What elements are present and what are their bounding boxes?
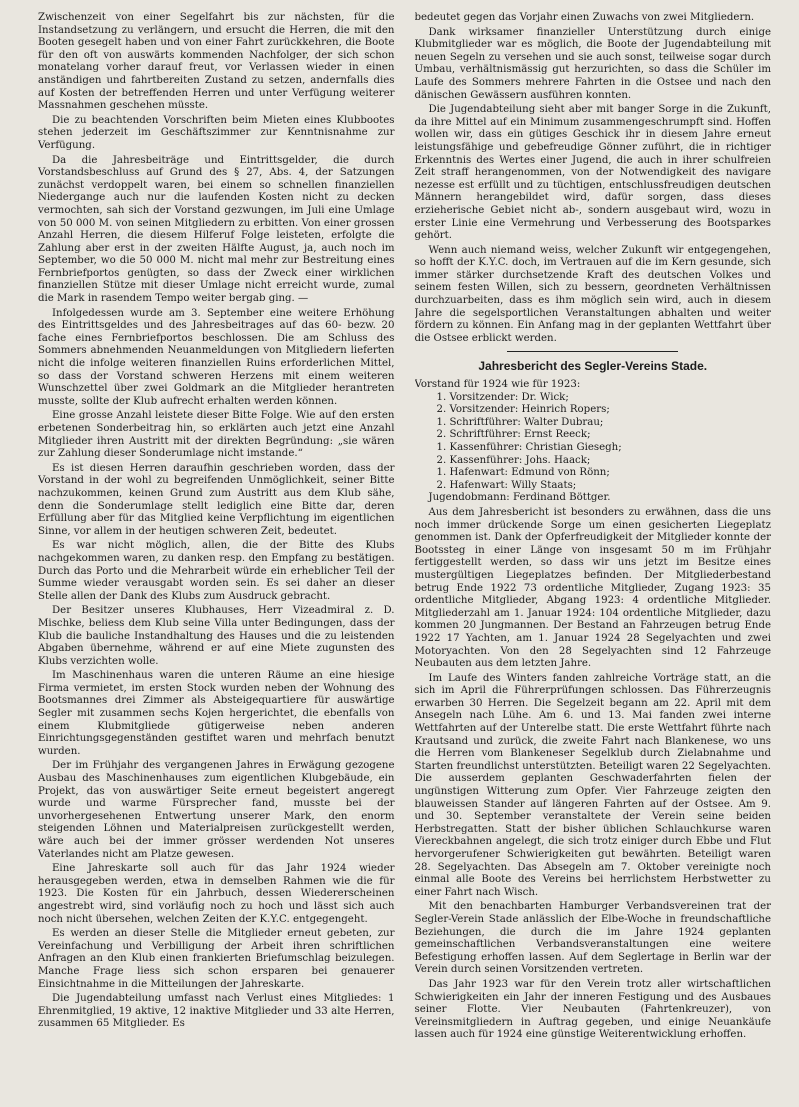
- paragraph: Das Jahr 1923 war für den Verein trotz aller wirtschaftlichen Schwierigkeiten ein Jahr der inneren Festigung und des Ausbaues seiner Flotte. Vier Neubauten (Fahrtenkreuzer), von Vereinsmitgliedern in Auftrag gegeben, und einige Neuankäufe lassen auch für 1924 eine günstige Weiterentwicklung erhoffen.: [414, 978, 771, 1041]
- section-divider: [507, 351, 678, 352]
- paragraph: Wenn auch niemand weiss, welcher Zukunft wir entgegengehen, so hofft der K.Y.C. doch, im Vertrauen auf die im Kern gesunde, sich immer stärker durchsetzende Kraft des deutschen Volkes und seinem festen Willen, sich zu bessern, geordneten Verhältnissen durchzuarbeiten, dass es ihm möglich sein wird, auch in diesem Jahre die segelsportlichen Veranstaltungen abhalten und weiter fördern zu können. Ein Anfang mag in der geplanten Wettfahrt über die Ostsee erblickt werden.: [414, 244, 771, 344]
- report-title: Jahresbericht des Segler-Vereins Stade.: [478, 359, 708, 374]
- paragraph: Mit den benachbarten Hamburger Verbandsvereinen trat der Segler-Verein Stade anlässlich der Elbe-Woche in freundschaftliche Beziehungen, die durch die im Jahre 1924 geplanten gemeinschaftlichen Verbandsveranstaltungen eine weitere Befestigung erhoffen lassen. Auf dem Seglertage in Berlin war der Verein durch seinen Vorsitzenden vertreten.: [414, 901, 771, 976]
- board-member: 2. Schriftführer: Ernst Reeck;: [436, 429, 591, 441]
- paragraph: Im Maschinenhaus waren die unteren Räume an eine hiesige Firma vermietet, im ersten Stock wurden neben der Wohnung des Bootsmannes drei Zimmer als Absteigequartiere für auswärtige Segler mit zusammen sechs Kojen hergerichtet, die ebenfalls von einem Klubmitgliede gütigerweise neben anderen Einrichtungsgegenständen gestiftet waren und mehrfach benutzt wurden.: [38, 670, 395, 757]
- paragraph: Im Laufe des Winters fanden zahlreiche Vorträge statt, an die sich im April die Führerprüfungen schlossen. Das Führerzeugnis erwarben 30 Herren. Die Segelzeit begann am 22. April mit dem Ansegeln nach Lühe. Am 6. und 13. Mai fanden zwei interne Wettfahrten auf der Unterelbe statt. Die erste Wettfahrt führte nach Krautsand und zurück, die zweite Fahrt nach Blankenese, wo uns die Herren vom Blankeneser Segelklub durch Zielabnahme und Starten freundlichst unterstützten. Beteiligt waren 22 Segelyachten. Die ausserdem geplanten Geschwaderfahrten fielen der ungünstigen Witterung zum Opfer. Vier Fahrzeuge zeigten den blauweissen Stander auf längeren Fahrten auf der Ostsee. Am 9. und 30. September veranstaltete der Verein seine beiden Herbstregatten. Statt der bisher üblichen Schlauchkurse waren Viereckbahnen angelegt, die sich trotz einiger durch Ebbe und Flut hervorgerufener Schwierigkeiten gut bewährten. Beteiligt waren 28. Segelyachten. Das Absegeln am 7. Oktober vereinigte noch einmal alle Boote des Vereins bei herrlichstem Herbstwetter zu einer Fahrt nach Wisch.: [414, 672, 771, 898]
- board-intro: Vorstand für 1924 wie für 1923:: [414, 379, 581, 391]
- paragraph: Die Jugendabteilung sieht aber mit banger Sorge in die Zukunft, da ihre Mittel auf ein Minimum zusammengeschrumpft sind. Hoffen wollen wir, dass ein gütiges Geschick ihr in diesem Jahre erneut leistungsfähige und gebefreudige Gönner zuführt, die in richtiger Erkenntnis des Wertes einer Jugend, die auch in ihrer schulfreien Zeit straff herangenommen, von der Notwendigkeit des navigare nezesse est erfüllt und zu tüchtigen, entschlussfreudigen deutschen Männern herangebildet wird, dafür sorgen, dass dieses erzieherische Gebiet nicht ab-, sondern ausgebaut wird, wozu in erster Linie eine Vermehrung und Verbesserung des Bootsparkes gehört.: [414, 104, 771, 242]
- board-member: 2. Kassenführer: Johs. Haack;: [436, 454, 591, 466]
- paragraph: bedeutet gegen das Vorjahr einen Zuwachs von zwei Mitgliedern.: [414, 12, 755, 23]
- right-column: [415, 12, 772, 1097]
- board-list: [415, 379, 772, 505]
- paragraph: Der im Frühjahr des vergangenen Jahres in Erwägung gezogene Ausbau des Maschinenhauses zum eigentlichen Klubgebäude, ein Projekt, das von auswärtiger Seite erneut begeistert angeregt wurde und warme Fürsprecher fand, musste bei der unvorhergesehenen Entwertung unserer Mark, den enorm steigenden Löhnen und Materialpreisen zurückgestellt werden, wäre auch bei der immer grösser werdenden Not unseres Vaterlandes nicht am Platze gewesen.: [38, 760, 395, 860]
- paragraph: Die zu beachtenden Vorschriften beim Mieten eines Klubbootes stehen jederzeit im Geschäftszimmer zur Kenntnisnahme zur Verfügung.: [38, 114, 395, 151]
- paragraph: Dank wirksamer finanzieller Unterstützung durch einige Klubmitglieder war es möglich, die Boote der Jugendabteilung mit neuen Segeln zu versehen und sie auch sonst, teilweise sogar durch Umbau, verhältnismässig gut herzurichten, so dass die Schüler im Laufe des Sommers mehrere Fahrten in die Ostsee und nach den dänischen Gewässern ausführen konnten.: [414, 26, 771, 101]
- paragraph: Infolgedessen wurde am 3. September eine weitere Erhöhung des Eintrittsgeldes und des Jahresbeitrages auf das 60- bezw. 20 fache eines Fernbriefportos beschlossen. Die am Schluss des Sommers abnehmenden Neuanmeldungen von Mitgliedern lieferten nicht die infolge weiteren finanziellen Ruins erforderlichen Mittel, so dass der Vorstand schweren Herzens mit einem weiteren Wunschzettel über zwei Goldmark an die Mitglieder herantreten musste, sollte der Klub aufrecht erhalten werden können.: [38, 307, 395, 407]
- paragraph: Der Besitzer unseres Klubhauses, Herr Vizeadmiral z. D. Mischke, beliess dem Klub seine Villa unter Bedingungen, dass der Klub die bauliche Instandhaltung des Hauses und die zu leistenden Abgaben übernehme, während er auf eine Miete zugunsten des Klubs verzichten wolle.: [38, 605, 395, 667]
- board-member: 2. Hafenwart: Willy Staats;: [436, 479, 577, 491]
- paragraph: Eine grosse Anzahl leistete dieser Bitte Folge. Wie auf den ersten erbetenen Sonderbeitrag hin, so erklärten auch jetzt eine Anzahl Mitglieder ihren Austritt mit der direkten Begründung: „sie wären zur Zahlung dieser Sonderumlage nicht imstande.“: [38, 410, 395, 460]
- paragraph: Es werden an dieser Stelle die Mitglieder erneut gebeten, zur Vereinfachung und Verbilligung der Arbeit ihren schriftlichen Anfragen an den Klub einen frankierten Briefumschlag beizulegen. Manche Frage liess sich schon ersparen bei genauerer Einsichtnahme in die Mitteilungen der Jahreskarte.: [38, 928, 395, 990]
- board-member: Jugendobmann: Ferdinand Böttger.: [428, 492, 611, 504]
- paragraph: Es war nicht möglich, allen, die der Bitte des Klubs nachgekommen waren, zu danken resp. den Empfang zu bestätigen. Durch das Porto und die Mehrarbeit würde ein erheblicher Teil der Summe wieder verausgabt worden sein. Es sei daher an dieser Stelle allen der Dank des Klubs zum Ausdruck gebracht.: [38, 540, 395, 602]
- board-member: 1. Hafenwart: Edmund von Rönn;: [436, 467, 610, 479]
- board-member: 1. Vorsitzender: Dr. Wick;: [436, 391, 569, 403]
- paragraph: Es ist diesen Herren daraufhin geschrieben worden, dass der Vorstand in der wohl zu begreifenden Unmöglichkeit, seiner Bitte nachzukommen, keinen Grund zum Austritt aus dem Klub sähe, denn die Sonderumlage stellt lediglich eine Bitte dar, deren Erfüllung aber für das Mitglied keine Verpflichtung im eigentlichen Sinne, vor allem in der heutigen schweren Zeit, bedeutet.: [38, 462, 395, 537]
- left-column: [38, 12, 395, 1097]
- paragraph: Eine Jahreskarte soll auch für das Jahr 1924 wieder herausgegeben werden, etwa in demselben Rahmen wie die für 1923. Die Kosten für ein Jahrbuch, dessen Wiedererscheinen angestrebt wird, sind vorläufig noch zu hoch und lässt sich auch noch nicht übersehen, welchen Zeiten der K.Y.C. entgegengeht.: [38, 863, 395, 925]
- paragraph: Die Jugendabteilung umfasst nach Verlust eines Mitgliedes: 1 Ehrenmitglied, 19 aktive, 12 inaktive Mitglieder und 33 alte Herren, zusammen 65 Mitglieder. Es: [38, 993, 395, 1030]
- board-member: 1. Schriftführer: Walter Dubrau;: [436, 416, 604, 428]
- board-member: 2. Vorsitzender: Heinrich Ropers;: [436, 404, 610, 416]
- paragraph: Da die Jahresbeiträge und Eintrittsgelder, die durch Vorstandsbeschluss auf Grund des § 27, Abs. 4, der Satzungen zunächst verdoppelt waren, bei einem so schnellen finanziellen Niedergange auch nur die laufenden Kosten nicht zu decken vermochten, sah sich der Vorstand gezwungen, im Juli eine Umlage von 50 000 M. von seinen Mitgliedern zu erbitten. Von einer grossen Anzahl Herren, die diesem Hilferuf Folge leisteten, erfolgte die Zahlung aber erst in der zweiten Hälfte August, ja, auch noch im September, wo die 50 000 M. nicht mal mehr zur Bestreitung eines Fernbriefportos genügten, so dass der Zweck einer wirklichen finanziellen Stütze mit dieser Umlage nicht erreicht wurde, zumal die Mark in rasendem Tempo weiter bergab ging. —: [38, 154, 395, 305]
- paragraph: Aus dem Jahresbericht ist besonders zu erwähnen, dass die uns noch immer drückende Sorge um einen gesicherten Liegeplatz genommen ist. Dank der Opferfreudigkeit der Mitglieder konnte der Bootssteg in einer Länge von insgesamt 50 m im Frühjahr fertiggestellt werden, so dass wir uns jetzt im Besitze eines mustergültigen Liegeplatzes befinden. Der Mitgliederbestand betrug Ende 1922 73 ordentliche Mitglieder, Zugang 1923: 35 ordentliche Mitglieder, Abgang 1923: 4 ordentliche Mitglieder. Mitgliederzahl am 1. Januar 1924: 104 ordentliche Mitglieder, dazu kommen 20 Jungmannen. Der Bestand an Fahrzeugen betrug Ende 1922 17 Yachten, am 1. Januar 1924 28 Segelyachten und zwei Motoryachten. Von den 28 Segelyachten sind 12 Fahrzeuge Neubauten aus dem letzten Jahre.: [414, 506, 771, 670]
- board-member: 1. Kassenführer: Christian Giesegh;: [436, 442, 622, 453]
- paragraph: Zwischenzeit von einer Segelfahrt bis zur nächsten, für die Instandsetzung zu verlängern, und ersucht die Herren, die mit den Booten gesegelt haben und von einer Fahrt zurückkehren, die Boote für den oft von auswärts kommenden Nachfolger, der sich schon monatelang vorher darauf freut, vor Verlassen wieder in einen anständigen und fahrtbereiten Zustand zu setzen, andernfalls dies auf Kosten der betreffenden Herren und unter Verfügung weiterer Massnahmen geschehen müsste.: [38, 12, 395, 112]
